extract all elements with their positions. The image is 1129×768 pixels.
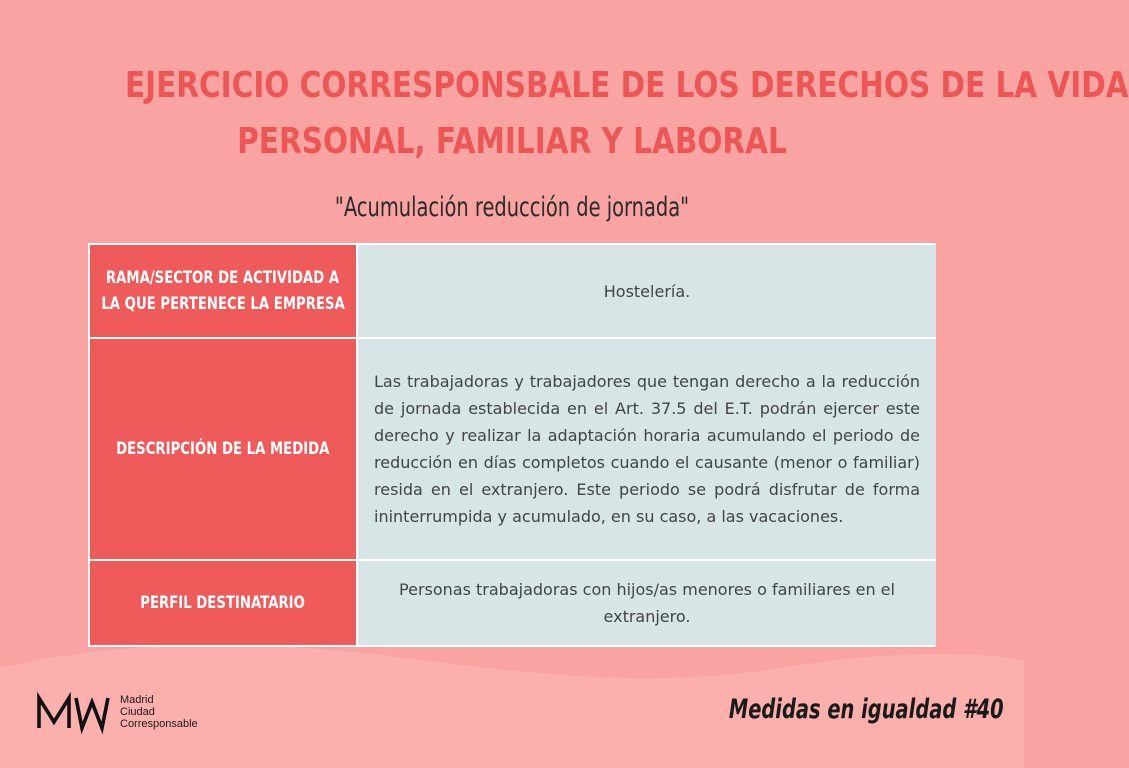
sector-value: Hostelería. <box>358 245 936 337</box>
logo-text-line3: Corresponsable <box>120 718 198 730</box>
sector-label-line1: RAMA/SECTOR DE ACTIVIDAD A <box>106 268 340 288</box>
description-value: Las trabajadoras y trabajadores que tengan derecho a la reducción de jornada establecida en el Art. 37.5 del E.T. podrán ejercer este derecho y realizar la adaptación horaria acumulando el periodo de reducción en días completos cuando el causante (menor o familiar) resida en el extranjero. Este periodo se podrá disfrutar de forma ininterrumpida y acumulado, en su caso, a las vacaciones. <box>358 337 936 559</box>
description-label: DESCRIPCIÓN DE LA MEDIDA <box>116 439 330 459</box>
logo-text-line2: Ciudad <box>120 706 155 718</box>
sector-label-line2: LA QUE PERTENECE LA EMPRESA <box>101 294 345 314</box>
page-subtitle: "Acumulación reducción de jornada" <box>334 192 690 223</box>
page-title-line1: EJERCICIO CORRESPONSBALE DE LOS DERECHOS DE LA VIDA <box>124 65 1129 106</box>
madrid-logo <box>36 692 198 732</box>
page-title <box>124 58 1129 170</box>
footer-tag: Medidas en igualdad #40 <box>729 694 1004 725</box>
sector-label-cell <box>90 245 358 337</box>
page-title-line2: PERSONAL, FAMILIAR Y LABORAL <box>237 121 787 162</box>
profile-label: PERFIL DESTINATARIO <box>140 593 306 613</box>
profile-label-cell <box>90 559 358 645</box>
logo-text-line1: Madrid <box>120 694 154 706</box>
measure-table <box>88 243 936 647</box>
description-label-cell <box>90 337 358 559</box>
profile-value: Personas trabajadoras con hijos/as menores o familiares en el extranjero. <box>358 559 936 645</box>
mcc-logo-icon <box>36 692 112 732</box>
